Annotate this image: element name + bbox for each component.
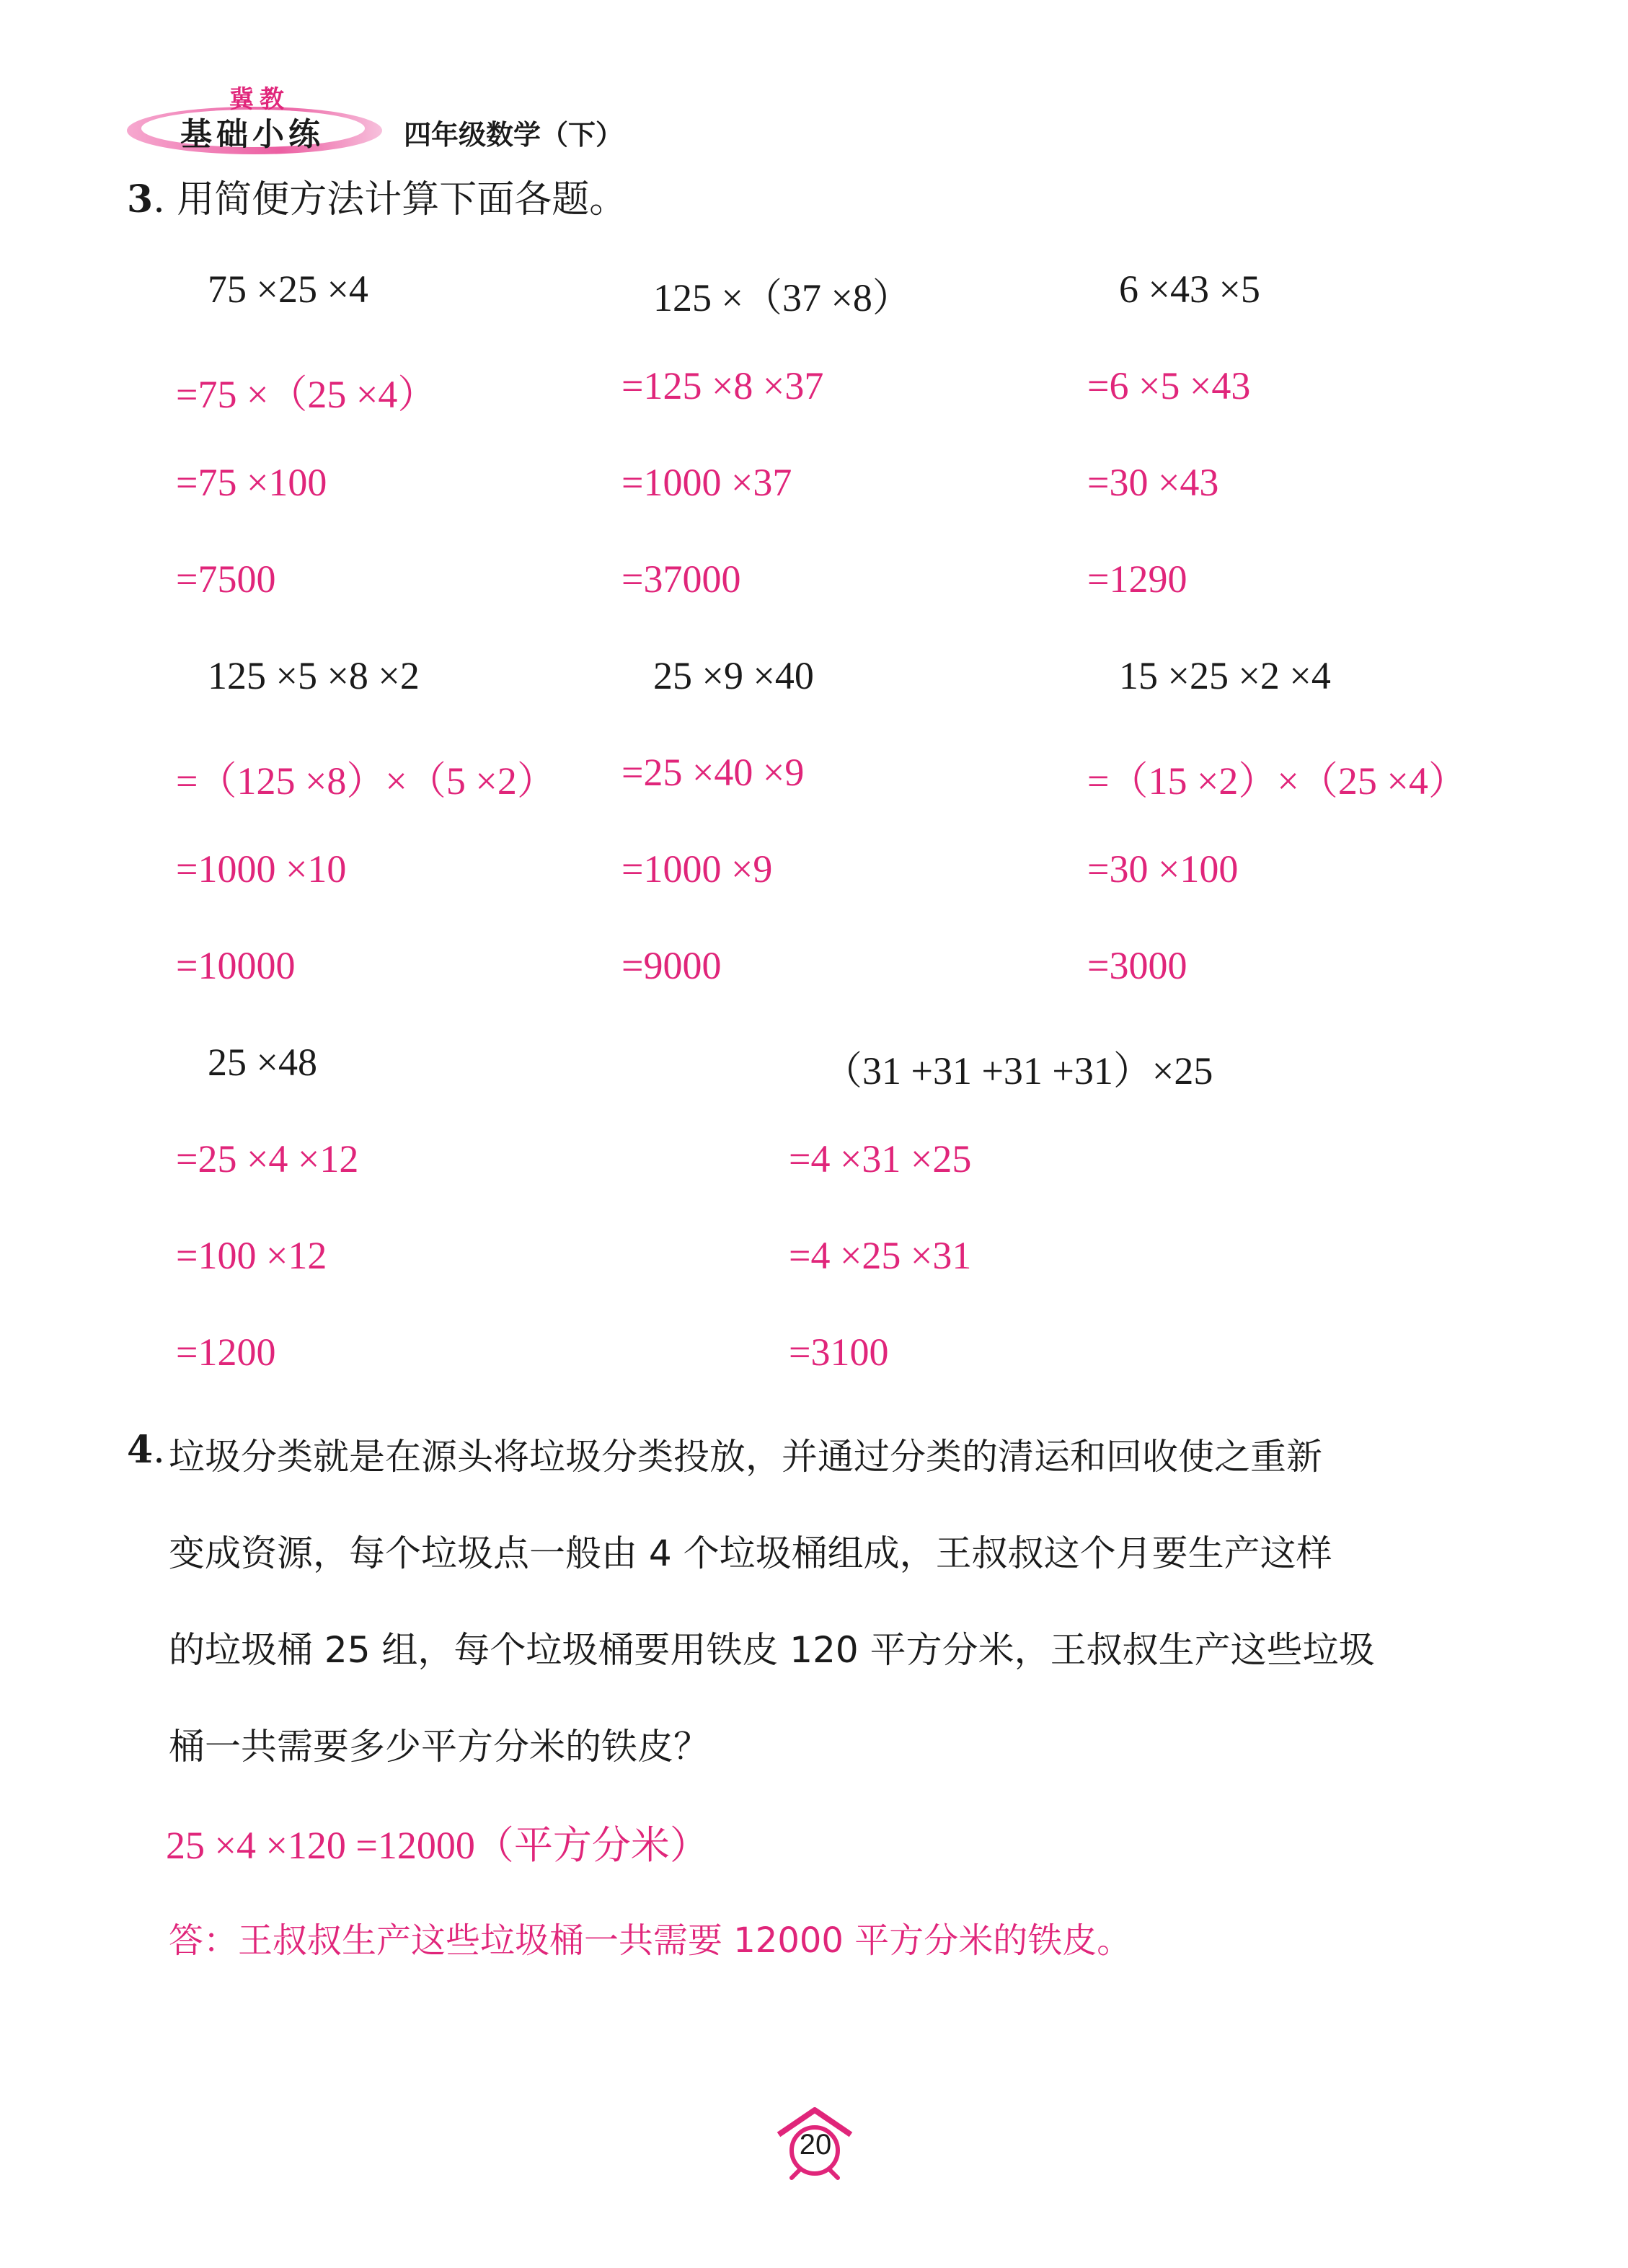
q3-title: 用简便方法计算下面各题。 (177, 178, 627, 221)
problem-3-step-1: =6 ×5 ×43 (1087, 364, 1251, 407)
problem-1-step-1: =75 ×（25 ×4） (176, 373, 437, 416)
problem-4-step-1: =（125 ×8）×（5 ×2） (176, 759, 556, 803)
problem-2-expr: 125 ×（37 ×8） (653, 276, 911, 319)
problem-7-step-2: =100 ×12 (176, 1234, 327, 1277)
problem-5-step-1: =25 ×40 ×9 (621, 751, 805, 794)
q4-equation: 25 ×4 ×120 =12000（平方分米） (166, 1824, 709, 1867)
problem-1-step-3: =7500 (176, 557, 276, 601)
problem-2-step-1: =125 ×8 ×37 (621, 364, 824, 407)
problem-6-expr: 15 ×25 ×2 ×4 (1119, 654, 1331, 697)
q3-heading: 3. 用简便方法计算下面各题。 (127, 177, 627, 221)
problem-7-step-1: =25 ×4 ×12 (176, 1137, 359, 1181)
problem-6-step-2: =30 ×100 (1087, 847, 1239, 891)
problem-3-step-3: =1290 (1087, 557, 1187, 601)
q4-number-wrap: 4. (127, 1428, 165, 1472)
problem-6-step-1: =（15 ×2）×（25 ×4） (1087, 759, 1467, 803)
problem-5-step-3: =9000 (621, 944, 722, 987)
q4-line-1: 垃圾分类就是在源头将垃圾分类投放，并通过分类的清运和回收使之重新 (169, 1436, 1322, 1478)
problem-4-step-2: =1000 ×10 (176, 847, 347, 891)
problem-2-step-2: =1000 ×37 (621, 461, 792, 504)
problem-2-step-3: =37000 (621, 557, 741, 601)
problem-1-expr: 75 ×25 ×4 (208, 268, 368, 311)
problem-6-step-3: =3000 (1087, 944, 1187, 987)
grade-label: 四年级数学（下） (404, 119, 624, 151)
problem-7-step-3: =1200 (176, 1331, 276, 1374)
q4-line-2: 变成资源，每个垃圾点一般由 4 个垃圾桶组成，王叔叔这个月要生产这样 (169, 1532, 1332, 1574)
problem-3-step-2: =30 ×43 (1087, 461, 1219, 504)
problem-8-step-2: =4 ×25 ×31 (789, 1234, 972, 1277)
problem-8-expr: （31 +31 +31 +31）×25 (823, 1049, 1213, 1093)
series-main-label: 基础小练 (180, 116, 324, 153)
q4-line-3: 的垃圾桶 25 组，每个垃圾桶要用铁皮 120 平方分米，王叔叔生产这些垃圾 (169, 1629, 1375, 1671)
page-number: 20 (799, 2129, 832, 2161)
problem-4-step-3: =10000 (176, 944, 296, 987)
series-top-label: 冀教 (229, 85, 290, 114)
q4-line-4: 桶一共需要多少平方分米的铁皮？ (169, 1726, 709, 1768)
problem-5-step-2: =1000 ×9 (621, 847, 773, 891)
problem-7-expr: 25 ×48 (208, 1041, 317, 1084)
problem-3-expr: 6 ×43 ×5 (1119, 268, 1260, 311)
q4-answer: 答：王叔叔生产这些垃圾桶一共需要 12000 平方分米的铁皮。 (169, 1920, 1132, 1961)
problem-5-expr: 25 ×9 ×40 (653, 654, 814, 697)
problem-8-step-1: =4 ×31 ×25 (789, 1137, 972, 1181)
q4-number: 4 (127, 1428, 154, 1472)
problem-8-step-3: =3100 (789, 1331, 889, 1374)
q3-number: 3 (127, 177, 154, 221)
problem-4-expr: 125 ×5 ×8 ×2 (208, 654, 420, 697)
problem-1-step-2: =75 ×100 (176, 461, 327, 504)
